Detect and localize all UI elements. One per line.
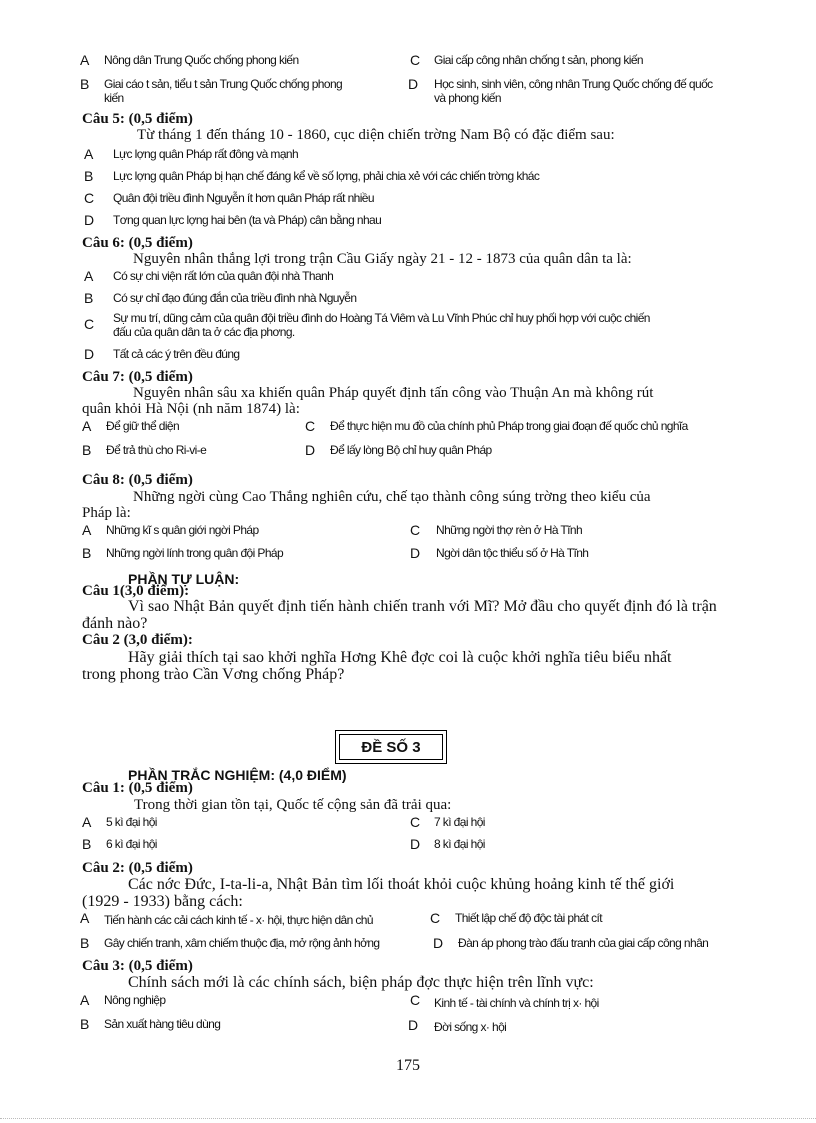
option-text: kiến: [104, 91, 124, 105]
option-letter-c: C: [410, 52, 421, 68]
option-text: Giai cấp công nhân chống t sản, phong kiến: [434, 53, 643, 67]
option-text: Quân đội triều đình Nguyễn ít hơn quân Pháp rất nhiều: [113, 191, 374, 205]
exam-number-label: ĐỀ SỐ 3: [339, 734, 443, 760]
question-stem: quân khỏi Hà Nội (nh năm 1874) là:: [82, 401, 300, 417]
option-text: Để trả thù cho Ri-vi-e: [106, 443, 207, 457]
option-text: Những ngời thợ rèn ở Hà Tĩnh: [436, 523, 583, 537]
option-letter-a: A: [82, 418, 92, 434]
question-title: Câu 3: (0,5 điểm): [82, 958, 193, 974]
page-number: 175: [396, 1057, 420, 1074]
question-stem: (1929 - 1933) bằng cách:: [82, 893, 243, 910]
question-title: Câu 6: (0,5 điểm): [82, 235, 193, 251]
option-letter-b: B: [84, 290, 94, 306]
option-letter-c: C: [410, 814, 421, 830]
option-text: 5 kì đại hội: [106, 815, 157, 829]
option-text: Thiết lập chế độ độc tài phát cít: [455, 911, 602, 925]
option-letter-d: D: [408, 76, 419, 92]
option-text: Có sự chi viện rất lớn của quân đội nhà Thanh: [113, 269, 334, 283]
option-letter-c: C: [430, 910, 441, 926]
question-stem: Pháp là:: [82, 505, 131, 521]
option-text: và phong kiến: [434, 91, 501, 105]
question-stem: Chính sách mới là các chính sách, biện pháp đợc thực hiện trên lĩnh vực:: [128, 974, 594, 991]
question-stem: Từ tháng 1 đến tháng 10 - 1860, cục diện chiến trờng Nam Bộ có đặc điểm sau:: [137, 127, 615, 143]
option-text: Đời sống x· hội: [434, 1020, 507, 1034]
option-text: Tiến hành các cải cách kinh tế - x· hội, thực hiện dân chủ: [104, 913, 373, 927]
question-title: Câu 1: (0,5 điểm): [82, 780, 193, 796]
question-stem: Trong thời gian tồn tại, Quốc tế cộng sản đã trải qua:: [134, 797, 452, 813]
section-heading: PHẦN TRẮC NGHIỆM: (4,0 ĐIỂM): [128, 767, 347, 783]
option-letter-d: D: [408, 1017, 419, 1033]
question-stem: Hãy giải thích tại sao khởi nghĩa Hơng Khê đợc coi là cuộc khởi nghĩa tiêu biểu nhất: [128, 649, 672, 666]
option-letter-d: D: [305, 442, 316, 458]
option-letter-a: A: [80, 52, 90, 68]
question-stem: đánh nào?: [82, 615, 148, 632]
option-letter-a: A: [84, 146, 94, 162]
option-text: Lực lợng quân Pháp rất đông và mạnh: [113, 147, 299, 161]
option-text: Nông dân Trung Quốc chống phong kiến: [104, 53, 299, 67]
option-letter-d: D: [84, 212, 95, 228]
option-letter-d: D: [84, 346, 95, 362]
option-text: Sự mu trí, dũng cảm của quân đội triều đình do Hoàng Tá Viêm và Lu Vĩnh Phúc chỉ huy phối hợp với cuộc chiến: [113, 311, 650, 325]
option-letter-b: B: [80, 76, 90, 92]
option-text: Sản xuất hàng tiêu dùng: [104, 1017, 221, 1031]
option-text: Giai cáo t sản, tiểu t sản Trung Quốc chống phong: [104, 77, 343, 91]
question-title: Câu 1(3,0 điểm):: [82, 583, 190, 599]
option-text: Kinh tế - tài chính và chính trị x· hội: [434, 996, 599, 1010]
question-stem: Nguyên nhân thắng lợi trong trận Cầu Giấy ngày 21 - 12 - 1873 của quân dân ta là:: [133, 251, 632, 267]
option-letter-c: C: [84, 316, 95, 332]
option-text: Đàn áp phong trào đấu tranh của giai cấp công nhân: [458, 936, 709, 950]
footer-divider: [0, 1118, 816, 1119]
option-text: Có sự chỉ đạo đúng đắn của triều đình nhà Nguyễn: [113, 291, 357, 305]
option-text: Những kĩ s quân giới ngời Pháp: [106, 523, 259, 537]
option-letter-b: B: [82, 545, 92, 561]
question-stem: Vì sao Nhật Bản quyết định tiến hành chiến tranh với Mĩ? Mở đầu cho quyết định đó là trận: [128, 598, 717, 615]
option-text: Tơng quan lực lợng hai bên (ta và Pháp) cân bằng nhau: [113, 213, 382, 227]
option-letter-c: C: [410, 522, 421, 538]
option-letter-d: D: [433, 935, 444, 951]
option-text: Học sinh, sinh viên, công nhân Trung Quốc chống đế quốc: [434, 77, 713, 91]
question-title: Câu 8: (0,5 điểm): [82, 472, 193, 488]
option-text: Gây chiến tranh, xâm chiếm thuộc địa, mở rộng ảnh hởng: [104, 936, 380, 950]
option-text: Tất cả các ý trên đều đúng: [113, 347, 240, 361]
option-text: Những ngời lính trong quân đội Pháp: [106, 546, 284, 560]
option-letter-b: B: [80, 1016, 90, 1032]
option-letter-a: A: [80, 992, 90, 1008]
question-stem: Những ngời cùng Cao Thắng nghiên cứu, chế tạo thành công súng trờng theo kiểu của: [133, 489, 651, 505]
question-stem: Các nớc Đức, I-ta-li-a, Nhật Bản tìm lối thoát khỏi cuộc khủng hoảng kinh tế thế giới: [128, 876, 675, 893]
option-text: 8 kì đại hội: [434, 837, 485, 851]
option-letter-d: D: [410, 545, 421, 561]
option-text: Để thực hiện mu đồ của chính phủ Pháp trong giai đoạn đế quốc chủ nghĩa: [330, 419, 688, 433]
option-text: Lực lợng quân Pháp bị hạn chế đáng kể về số lợng, phải chia xẻ với các chiến trờng khác: [113, 169, 540, 183]
question-title: Câu 5: (0,5 điểm): [82, 111, 193, 127]
option-text: Để lấy lòng Bộ chỉ huy quân Pháp: [330, 443, 492, 457]
option-letter-b: B: [82, 442, 92, 458]
option-letter-a: A: [82, 522, 92, 538]
option-letter-c: C: [305, 418, 316, 434]
section-heading: PHẦN TỰ LUẬN:: [128, 571, 240, 587]
question-stem: Nguyên nhân sâu xa khiến quân Pháp quyết định tấn công vào Thuận An mà không rút: [133, 385, 654, 401]
option-letter-b: B: [82, 836, 92, 852]
option-text: đấu của quân dân ta ở các địa phơng.: [113, 325, 295, 339]
option-letter-a: A: [82, 814, 92, 830]
option-text: 6 kì đại hội: [106, 837, 157, 851]
question-title: Câu 2 (3,0 điểm):: [82, 632, 193, 648]
question-stem: trong phong trào Cần Vơng chống Pháp?: [82, 666, 345, 683]
option-letter-a: A: [80, 910, 90, 926]
option-text: 7 kì đại hội: [434, 815, 485, 829]
option-letter-b: B: [84, 168, 94, 184]
option-letter-d: D: [410, 836, 421, 852]
option-letter-a: A: [84, 268, 94, 284]
option-letter-c: C: [84, 190, 95, 206]
option-letter-c: C: [410, 992, 421, 1008]
exam-number-box: [335, 730, 447, 764]
option-letter-b: B: [80, 935, 90, 951]
option-text: Ngời dân tộc thiểu số ở Hà Tĩnh: [436, 546, 589, 560]
question-title: Câu 7: (0,5 điểm): [82, 369, 193, 385]
option-text: Để giữ thể diện: [106, 419, 180, 433]
option-text: Nông nghiệp: [104, 993, 166, 1007]
question-title: Câu 2: (0,5 điểm): [82, 860, 193, 876]
